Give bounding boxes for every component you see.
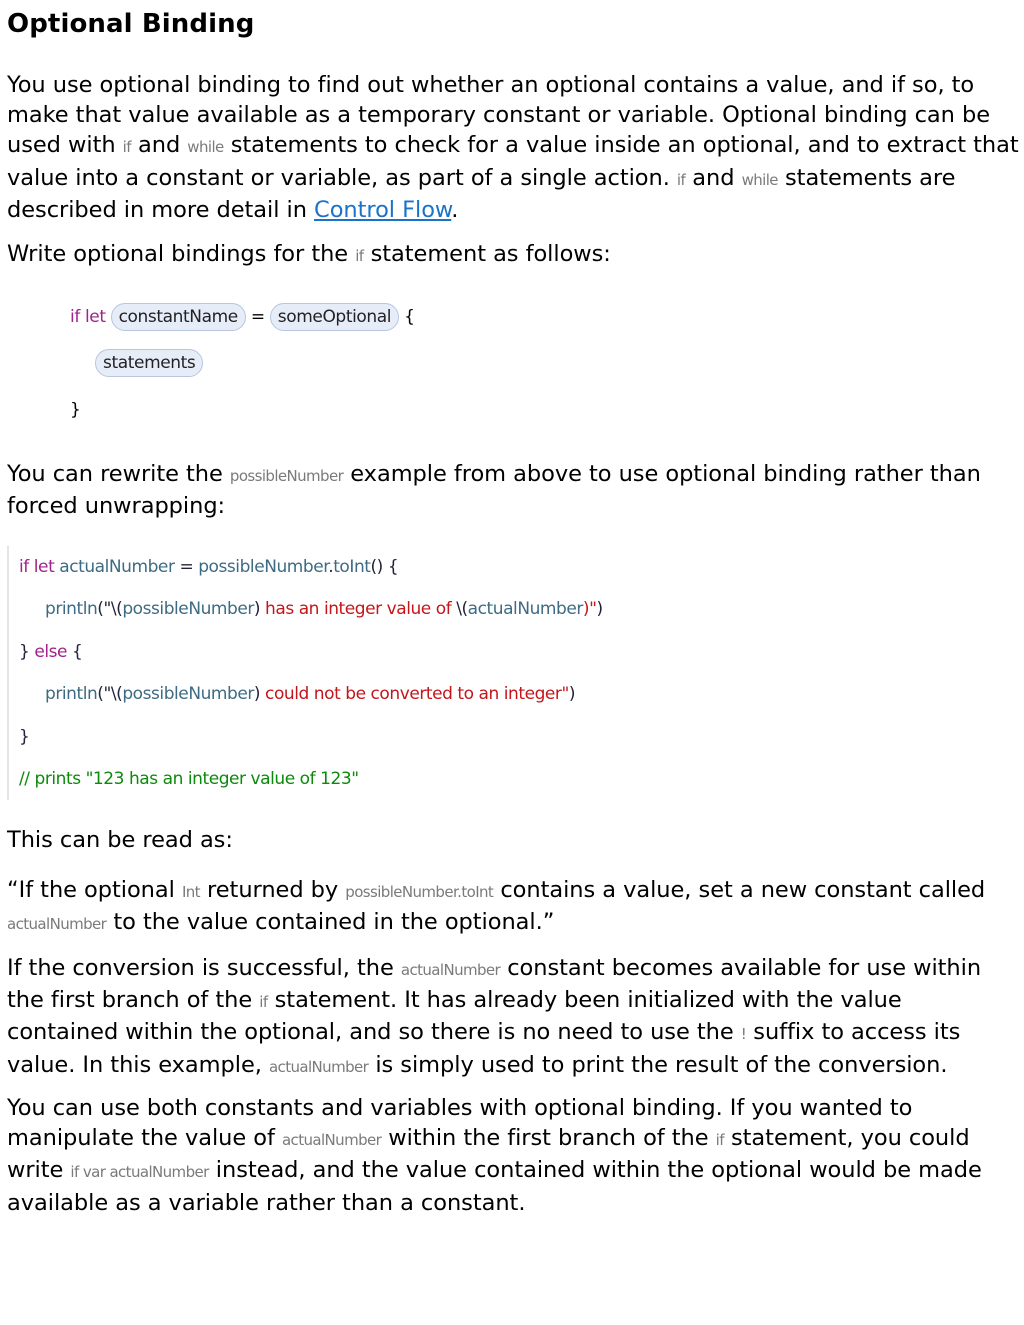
method-name: toInt xyxy=(333,557,371,577)
punctuation: ) xyxy=(253,684,261,704)
paragraph-read-as xyxy=(7,825,1019,855)
code-listing xyxy=(7,546,709,800)
inline-code: if var actualNumber xyxy=(70,1163,209,1182)
punctuation: \( xyxy=(456,599,468,619)
identifier: possibleNumber xyxy=(198,557,329,577)
code-line-4 xyxy=(45,682,575,706)
paragraph-intro xyxy=(7,70,1019,225)
text: instead, and the value contained within the optional would be made available as a variable rather than a constant. xyxy=(7,1157,982,1216)
syntax-line-3 xyxy=(70,394,80,426)
text: is simply used to print the result of the conversion. xyxy=(368,1051,948,1078)
text: statements to check for a value inside an optional, and to extract that value into a constant or variable, as part of a single action. xyxy=(7,132,1019,191)
function-name: println xyxy=(45,684,98,704)
text: If the conversion is successful, the xyxy=(7,955,401,981)
inline-code: actualNumber xyxy=(268,1057,369,1076)
text: statement as follows: xyxy=(363,241,611,267)
inline-code: ! xyxy=(740,1025,747,1044)
text: Write optional bindings for the xyxy=(7,241,356,267)
text: returned by xyxy=(199,877,346,903)
inline-code: while xyxy=(741,170,778,189)
keyword-if: if xyxy=(70,307,80,327)
close-brace: } xyxy=(19,642,35,662)
paragraph-constants-variables xyxy=(7,1093,1019,1218)
paragraph-syntax-intro xyxy=(7,239,1019,271)
function-name: println xyxy=(45,599,98,619)
code-line-2 xyxy=(45,597,603,621)
text: to the value contained in the optional.” xyxy=(106,909,555,936)
identifier: possibleNumber xyxy=(122,684,254,704)
string-literal: could not be converted to an integer" xyxy=(260,684,569,704)
open-brace: { xyxy=(67,642,83,662)
inline-code: actualNumber xyxy=(400,961,501,979)
placeholder-some-optional: someOptional xyxy=(270,303,399,331)
punctuation: . xyxy=(328,557,334,577)
inline-code: if xyxy=(715,1131,724,1150)
text: suffix to access its value. In this example, xyxy=(7,1019,961,1078)
punctuation: () { xyxy=(370,557,399,577)
text: You can rewrite the xyxy=(7,461,230,487)
open-brace: { xyxy=(404,307,415,327)
placeholder-constant-name: constantName xyxy=(111,303,246,331)
text: statement. It has already been initialized with the value contained within the optional, and so there is no need to use the xyxy=(7,987,902,1046)
text: statements are described in more detail in xyxy=(7,164,956,223)
control-flow-link[interactable]: Control Flow xyxy=(314,196,452,223)
inline-code: actualNumber xyxy=(281,1131,382,1150)
keyword-let: let xyxy=(84,307,106,327)
keyword-let: let xyxy=(33,557,55,577)
punctuation: ) xyxy=(596,599,603,619)
inline-code: possibleNumber xyxy=(229,467,344,485)
syntax-line-2 xyxy=(95,347,203,379)
close-brace: } xyxy=(70,400,81,420)
identifier: actualNumber xyxy=(467,599,583,619)
inline-code: if xyxy=(355,247,364,265)
paragraph-quote xyxy=(7,875,1019,939)
inline-code: possibleNumber.toInt xyxy=(345,883,494,901)
identifier: actualNumber xyxy=(59,557,175,577)
paragraph-conversion xyxy=(7,953,1019,1082)
text: You can use both constants and variables with optional binding. If you wanted to manipulate the value of xyxy=(7,1095,913,1152)
text: . xyxy=(451,196,459,223)
inline-code: actualNumber xyxy=(7,915,107,934)
code-line-5 xyxy=(19,725,29,749)
text: constant becomes available for use within the first branch of the xyxy=(7,955,982,1014)
code-comment: // prints "123 has an integer value of 123" xyxy=(19,769,359,789)
punctuation: ) xyxy=(253,599,261,619)
text: “If the optional xyxy=(7,877,182,903)
inline-code: if xyxy=(259,993,268,1012)
operator: = xyxy=(174,557,199,577)
code-line-1 xyxy=(19,555,398,579)
syntax-line-1 xyxy=(70,301,415,333)
code-line-6 xyxy=(19,767,359,791)
text: and xyxy=(130,132,188,159)
string-literal: )" xyxy=(582,599,597,619)
punctuation: ) xyxy=(568,684,576,704)
text: example from above to use optional binding rather than forced unwrapping: xyxy=(7,461,981,520)
keyword-if: if xyxy=(19,557,29,577)
text: and xyxy=(685,164,742,191)
inline-code: if xyxy=(676,170,686,189)
punctuation: ("\( xyxy=(97,684,123,704)
string-literal: has an integer value of xyxy=(260,599,457,619)
paragraph-rewrite xyxy=(7,459,1019,521)
keyword-else: else xyxy=(34,642,68,662)
text: You use optional binding to find out whether an optional contains a value, and if so, to make that value available as a temporary constant or variable. Optional binding can be used with xyxy=(7,72,990,159)
section-heading: Optional Binding xyxy=(7,9,255,39)
placeholder-statements: statements xyxy=(95,349,203,377)
text: statement, you could write xyxy=(7,1125,970,1184)
inline-code: while xyxy=(187,138,224,157)
code-line-3 xyxy=(19,640,82,664)
close-brace: } xyxy=(19,727,30,747)
equals-sign: = xyxy=(250,307,265,327)
text: within the first branch of the xyxy=(381,1125,716,1152)
punctuation: ("\( xyxy=(97,599,123,619)
text: This can be read as: xyxy=(7,827,233,853)
text: contains a value, set a new constant called xyxy=(493,877,986,903)
identifier: possibleNumber xyxy=(122,599,254,619)
inline-code: Int xyxy=(181,883,200,901)
inline-code: if xyxy=(122,138,131,157)
